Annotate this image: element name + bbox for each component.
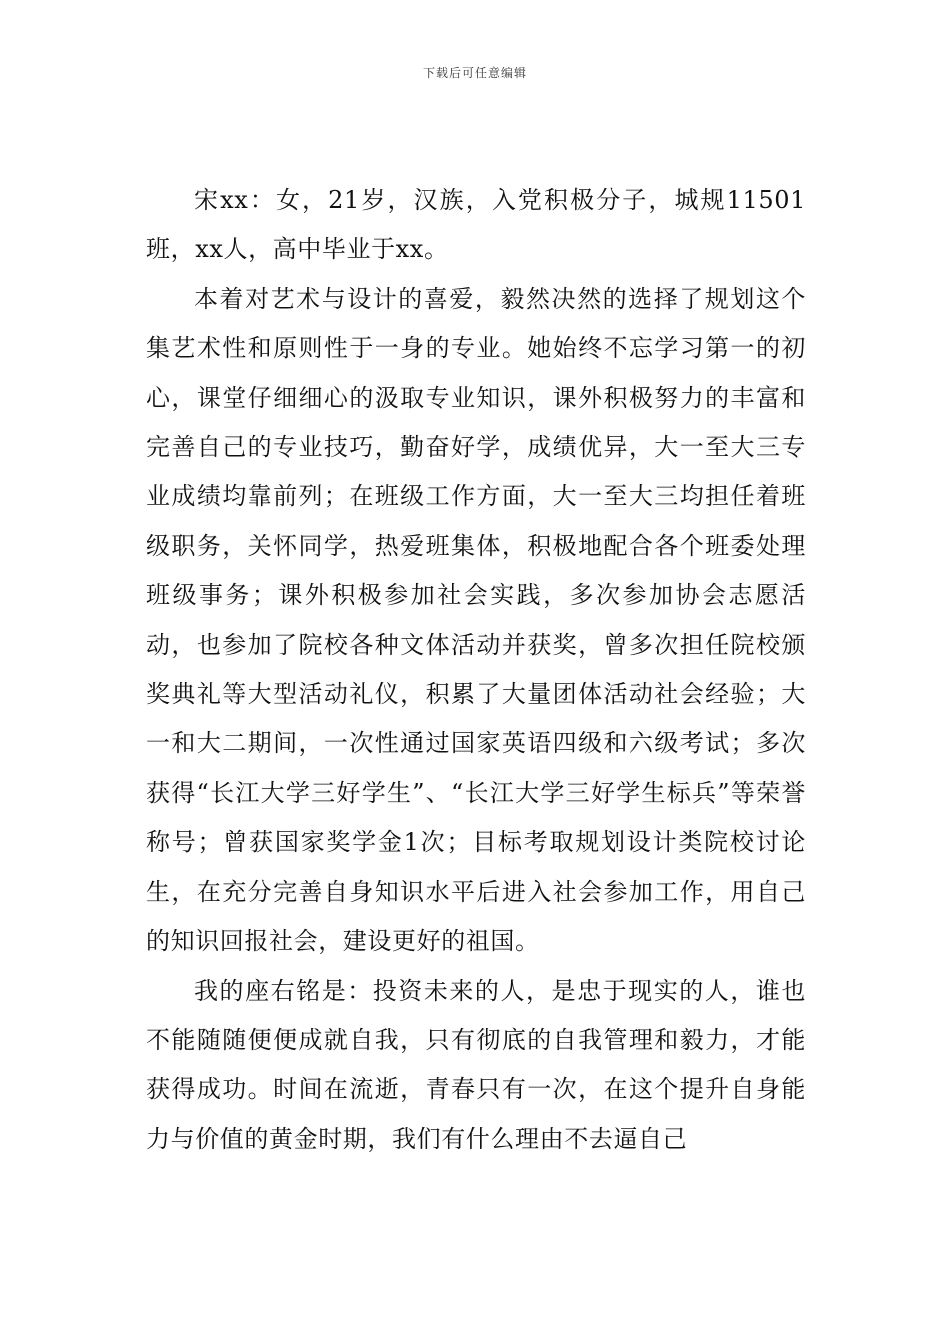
paragraph-profile: 宋xx：女，21岁，汉族，入党积极分子，城规11501班，xx人，高中毕业于xx。: [146, 186, 806, 264]
paragraph-achievements: 本着对艺术与设计的喜爱，毅然决然的选择了规划这个集艺术性和原则性于一身的专业。她始终不忘学习第一的初心，课堂仔细细心的汲取专业知识，课外积极努力的丰富和完善自己的专业技巧，勤奋好学，成绩优异，大一至大三专业成绩均靠前列；在班级工作方面，大一至大三均担任着班级职务，关怀同学，热爱班集体，积极地配合各个班委处理班级事务；课外积极参加社会实践，多次参加协会志愿活动，也参加了院校各种文体活动并获奖，曾多次担任院校颁奖典礼等大型活动礼仪，积累了大量团体活动社会经验；大一和大二期间，一次性通过国家英语四级和六级考试；多次获得“长江大学三好学生”、“长江大学三好学生标兵”等荣誉称号；曾获国家奖学金1次；目标考取规划设计类院校讨论生，在充分完善自身知识水平后进入社会参加工作，用自己的知识回报社会，建设更好的祖国。: [146, 284, 806, 956]
paragraph-motto: 我的座右铭是：投资未来的人，是忠于现实的人，谁也不能随随便便成就自我，只有彻底的自我管理和毅力，才能获得成功。时间在流逝，青春只有一次，在这个提升自身能力与价值的黄金时期，我们有什么理由不去逼自己: [146, 976, 806, 1153]
header-note: 下载后可任意编辑: [422, 66, 527, 80]
document-body: [146, 176, 806, 1164]
